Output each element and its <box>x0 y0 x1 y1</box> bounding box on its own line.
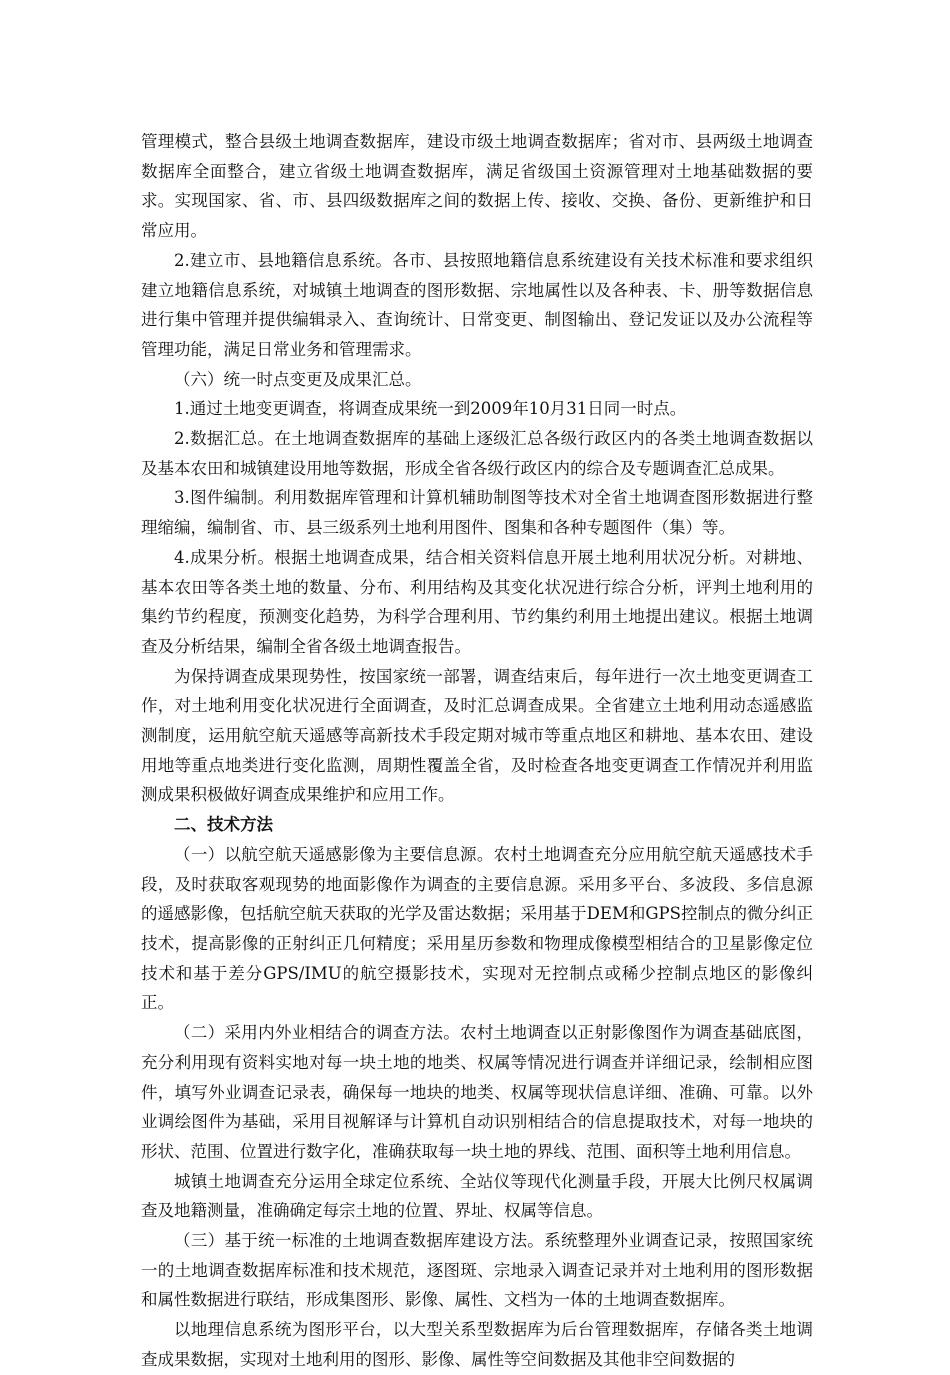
paragraph-cadastral-system: 2.建立市、县地籍信息系统。各市、县按照地籍信息系统建设有关技术标准和要求组织建立地籍信息系统，对城镇土地调查的图形数据、宗地属性以及各种表、卡、册等数据信息进行集中管理并提供编辑录入、查询统计、日常变更、制图输出、登记发证以及办公流程等管理功能，满足日常业务和管理需求。 <box>141 250 813 359</box>
paragraph-data-summary: 2.数据汇总。在土地调查数据库的基础上逐级汇总各级行政区内的各类土地调查数据以及基本农田和城镇建设用地等数据，形成全省各级行政区内的综合及专题调查汇总成果。 <box>141 429 813 478</box>
paragraph-change-survey: 1.通过土地变更调查，将调查成果统一到2009年10月31日同一时点。 <box>174 399 687 419</box>
paragraph-database-construction: （三）基于统一标准的土地调查数据库建设方法。系统整理外业调查记录，按照国家统一的土地调查数据库标准和技术规范，逐图斑、宗地录入调查记录并对土地利用的图形数据和属性数据进行联结，形成集图形、影像、属性、文档为一体的土地调查数据库。 <box>141 1231 813 1310</box>
paragraph-remote-sensing: （一）以航空航天遥感影像为主要信息源。农村土地调查充分应用航空航天遥感技术手段，及时获取客观现势的地面影像作为调查的主要信息源。采用多平台、多波段、多信息源的遥感影像，包括航空航天获取的光学及雷达数据；采用基于DEM和GPS控制点的微分纠正技术，提高影像的正射纠正几何精度；采用星历参数和物理成像模型相结合的卫星影像定位技术和基于差分GPS/IMU的航空摄影技术，实现对无控制点或稀少控制点地区的影像纠正。 <box>141 844 813 1013</box>
paragraph-urban-survey: 城镇土地调查充分运用全球定位系统、全站仪等现代化测量手段，开展大比例尺权属调查及地籍测量，准确确定每宗土地的位置、界址、权属等信息。 <box>141 1171 813 1221</box>
section-heading-unified-timepoint: （六）统一时点变更及成果汇总。 <box>174 369 422 389</box>
paragraph-continuation: 管理模式，整合县级土地调查数据库，建设市级土地调查数据库；省对市、县两级土地调查数据库全面整合，建立省级土地调查数据库，满足省级国土资源管理对土地基础数据的要求。实现国家、省、市、县四级数据库之间的数据上传、接收、交换、备份、更新维护和日常应用。 <box>141 132 813 241</box>
document-page <box>141 127 813 1375</box>
paragraph-gis-platform: 以地理信息系统为图形平台，以大型关系型数据库为后台管理数据库，存储各类土地调查成果数据，实现对土地利用的图形、影像、属性等空间数据及其他非空间数据的 <box>141 1320 813 1369</box>
paragraph-field-survey: （二）采用内外业相结合的调查方法。农村土地调查以正射影像图作为调查基础底图，充分利用现有资料实地对每一块土地的地类、权属等情况进行调查并详细记录，绘制相应图件，填写外业调查记录表，确保每一地块的地类、权属等现状信息详细、准确、可靠。以外业调绘图件为基础，采用目视解译与计算机自动识别相结合的信息提取技术，对每一地块的形状、范围、位置进行数字化，准确获取每一块土地的界线、范围、面积等土地利用信息。 <box>141 1023 813 1161</box>
paragraph-map-compilation: 3.图件编制。利用数据库管理和计算机辅助制图等技术对全省土地调查图形数据进行整理缩编，编制省、市、县三级系列土地利用图件、图集和各种专题图件（集）等。 <box>141 488 813 538</box>
paragraph-monitoring: 为保持调查成果现势性，按国家统一部署，调查结束后，每年进行一次土地变更调查工作，对土地利用变化状况进行全面调查，及时汇总调查成果。全省建立土地利用动态遥感监测制度，运用航空航天遥感等高新技术手段定期对城市等重点地区和耕地、基本农田、建设用地等重点地类进行变化监测，周期性覆盖全省，及时检查各地变更调查工作情况并利用监测成果积极做好调查成果维护和应用工作。 <box>141 666 813 805</box>
section-heading-technical-methods: 二、技术方法 <box>174 815 273 835</box>
paragraph-result-analysis: 4.成果分析。根据土地调查成果，结合相关资料信息开展土地利用状况分析。对耕地、基本农田等各类土地的数量、分布、利用结构及其变化状况进行综合分析，评判土地利用的集约节约程度，预测变化趋势，为科学合理利用、节约集约利用土地提出建议。根据土地调查及分析结果，编制全省各级土地调查报告。 <box>141 547 813 656</box>
